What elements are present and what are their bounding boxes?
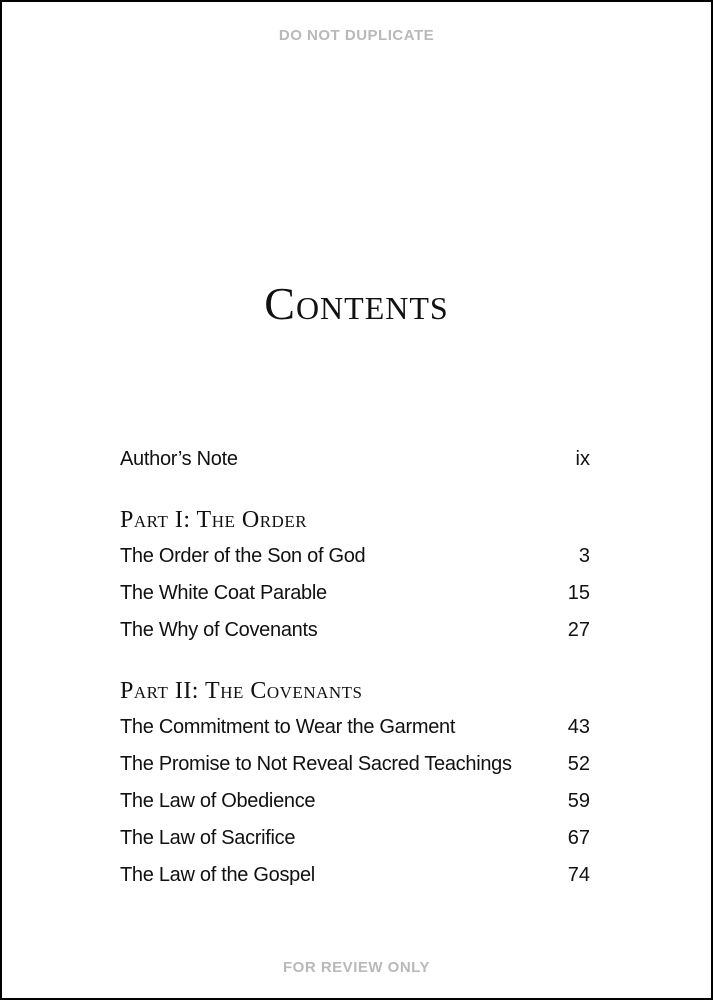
toc-entry[interactable] [120, 716, 590, 739]
toc-entry-label: The Why of Covenants [120, 619, 318, 641]
toc-entry-page-number: 52 [567, 753, 590, 775]
toc-entry-page-number: 15 [567, 582, 590, 604]
toc-entry-label: Author’s Note [120, 448, 238, 470]
toc-entry-page-number: 43 [567, 716, 590, 738]
toc-entry-label: The Law of Sacrifice [120, 827, 296, 849]
toc-entry[interactable] [120, 827, 590, 850]
toc-entry[interactable] [120, 864, 590, 887]
toc-entry-page-number: 74 [567, 864, 590, 886]
toc-entry-label: The Law of the Gospel [120, 864, 315, 886]
toc-entry-page-number: ix [575, 448, 590, 470]
watermark-bottom: FOR REVIEW ONLY [283, 959, 430, 976]
page-title: Contents [264, 278, 449, 329]
toc-entry-label: The Promise to Not Reveal Sacred Teachings [120, 753, 512, 775]
part-heading-1: Part I: The Order [120, 507, 308, 533]
toc-entry-page-number: 27 [567, 619, 590, 641]
toc-entry-label: The Order of the Son of God [120, 545, 366, 567]
toc-entry[interactable] [120, 790, 590, 813]
toc-entry[interactable] [120, 545, 590, 568]
toc-entry[interactable] [120, 753, 590, 776]
watermark-top: DO NOT DUPLICATE [278, 27, 435, 44]
toc-entry-page-number: 67 [567, 827, 590, 849]
toc-entry-authors-note[interactable] [120, 448, 590, 471]
toc-entry-page-number: 3 [578, 545, 590, 567]
toc-entry-label: The Law of Obedience [120, 790, 316, 812]
toc-entry-label: The Commitment to Wear the Garment [120, 716, 456, 738]
toc-entry[interactable] [120, 582, 590, 605]
toc-entry-label: The White Coat Parable [120, 582, 327, 604]
part-heading-2: Part II: The Covenants [120, 678, 363, 704]
toc-entry-page-number: 59 [567, 790, 590, 812]
toc-entry[interactable] [120, 619, 590, 642]
